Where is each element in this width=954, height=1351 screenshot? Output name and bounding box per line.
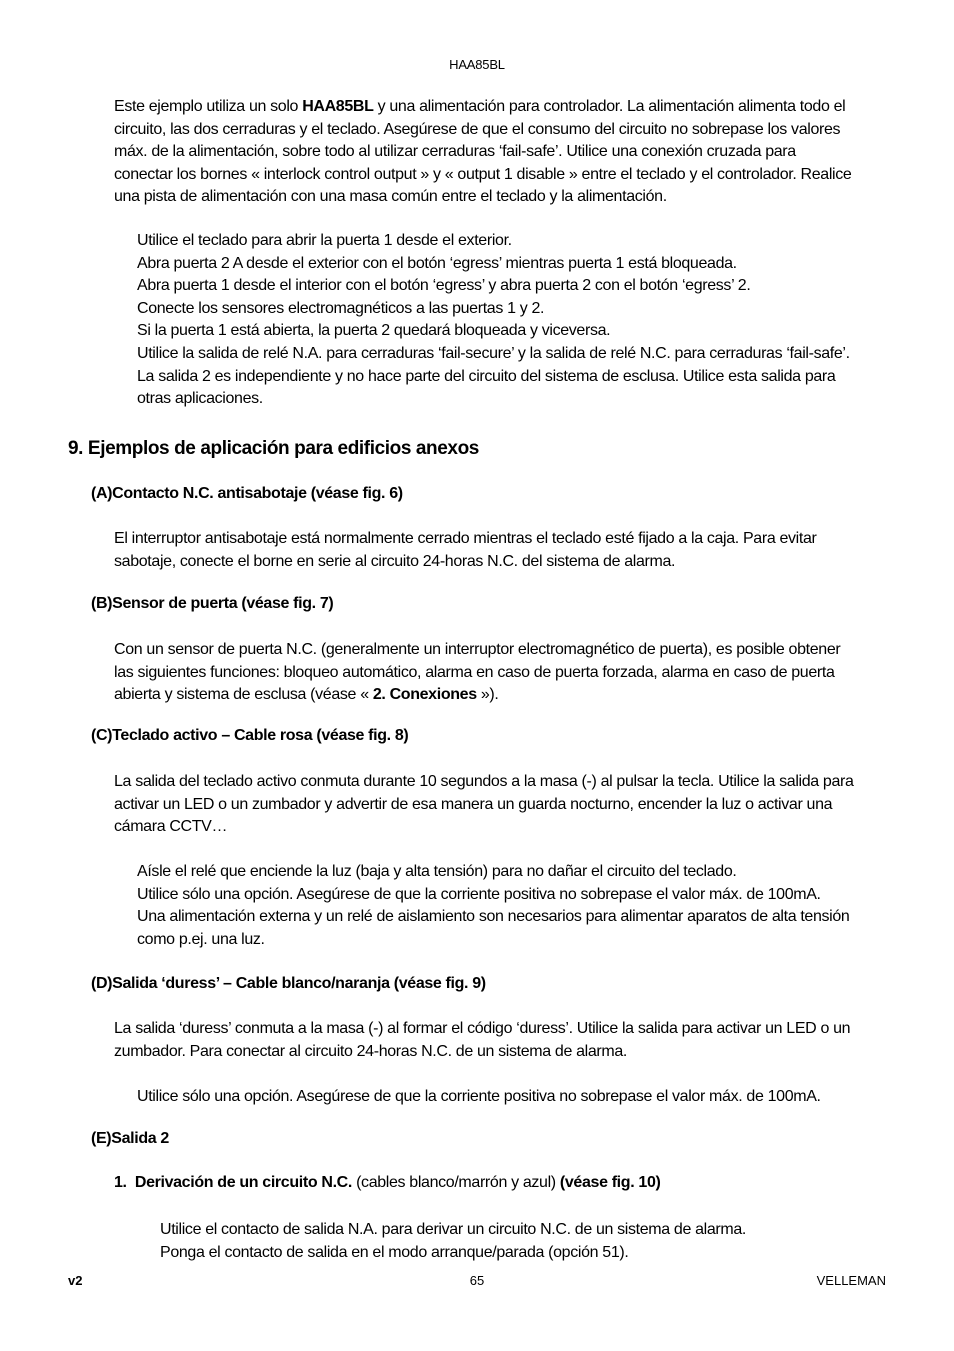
subsection-a-text — [114, 528, 817, 573]
subsection-c-notes — [137, 861, 849, 951]
paragraph-line: El interruptor antisabotaje está normalmente cerrado mientras el teclado esté fijado a la caja. Para evitar — [114, 530, 817, 547]
subsection-e-steps — [160, 1219, 746, 1264]
section-heading: 9. Ejemplos de aplicación para edificios anexos — [68, 438, 479, 459]
note-item: como p.ej. una luz. — [137, 930, 265, 948]
note-item: Una alimentación externa y un relé de aislamiento son necesarios para alimentar aparatos de alta tensión — [137, 908, 850, 926]
step-item: Utilice la salida de relé N.A. para cerraduras ‘fail-secure’ y la salida de relé N.C. para cerraduras ‘fail-safe’. — [137, 344, 850, 362]
paragraph-line: La salida del teclado activo conmuta durante 10 segundos a la masa (-) al pulsar la tecla. Utilice la salida para — [114, 773, 854, 790]
step-item: Utilice el contacto de salida N.A. para derivar un circuito N.C. de un sistema de alarma. — [160, 1221, 747, 1238]
step-item: Abra puerta 1 desde el interior con el botón ‘egress’ y abra puerta 2 con el botón ‘egress’ 2. — [137, 277, 751, 295]
intro-line: máx. de la alimentación, sobre todo al utilizar cerraduras ‘fail-safe’. Utilice una conexión cruzada para — [114, 143, 796, 161]
paragraph-text: »). — [476, 686, 499, 704]
subsection-d-note: Utilice sólo una opción. Asegúrese de que la corriente positiva no sobrepase el valor máx. de 100mA. — [137, 1088, 821, 1105]
paragraph-line: sabotaje, conecte el borne en serie al circuito 24-horas N.C. del sistema de alarma. — [114, 552, 676, 570]
figure-reference: (véase fig. 10) — [559, 1174, 661, 1191]
item-number: 1. — [114, 1174, 127, 1191]
subsection-heading-b: (B)Sensor de puerta (véase fig. 7) — [91, 595, 334, 612]
subsection-heading-a: (A)Contacto N.C. antisabotaje (véase fig. 6) — [91, 485, 403, 502]
footer-version: v2 — [68, 1273, 83, 1288]
footer-page-number: 65 — [469, 1273, 485, 1288]
intro-paragraph — [114, 96, 851, 209]
step-item: otras aplicaciones. — [137, 390, 263, 408]
note-item: Utilice sólo una opción. Asegúrese de que la corriente positiva no sobrepase el valor máx. de 100mA. — [137, 885, 821, 903]
step-item: Conecte los sensores electromagnéticos a las puertas 1 y 2. — [137, 299, 545, 317]
paragraph-line: zumbador. Para conectar al circuito 24-horas N.C. de un sistema de alarma. — [114, 1042, 628, 1060]
running-header: HAA85BL — [449, 57, 505, 72]
subsection-c-text — [114, 771, 854, 839]
paragraph-text: abierta y sistema de esclusa (véase « — [114, 686, 373, 704]
subheading-title: Derivación de un circuito N.C. — [134, 1174, 352, 1191]
step-item: La salida 2 es independiente y no hace parte del circuito del sistema de esclusa. Utilice esta salida para — [137, 367, 836, 385]
footer-brand: VELLEMAN — [816, 1273, 886, 1288]
intro-text: Este ejemplo utiliza un solo — [114, 98, 303, 115]
note-item: Aísle el relé que enciende la luz (baja y alta tensión) para no dañar el circuito del teclado. — [137, 863, 737, 880]
intro-line: una pista de alimentación con una masa común entre el teclado y la alimentación. — [114, 188, 667, 206]
subheading-detail: (cables blanco/marrón y azul) — [351, 1174, 560, 1191]
step-item: Utilice el teclado para abrir la puerta 1 desde el exterior. — [137, 232, 512, 249]
paragraph-line: las siguientes funciones: bloqueo automático, alarma en caso de puerta forzada, alarma en caso de puerta — [114, 663, 835, 681]
intro-steps — [137, 230, 850, 411]
paragraph-line — [114, 684, 840, 707]
paragraph-line: La salida ‘duress’ conmuta a la masa (-) al formar el código ‘duress’. Utilice la salida para activar un LED o un — [114, 1020, 851, 1037]
step-item: Abra puerta 2 A desde el exterior con el botón ‘egress’ mientras puerta 1 está bloqueada. — [137, 254, 737, 272]
subsection-b-text — [114, 639, 840, 707]
intro-line — [114, 96, 851, 119]
paragraph-line: Con un sensor de puerta N.C. (generalmente un interruptor electromagnético de puerta), es posible obtener — [114, 641, 841, 658]
cross-reference: 2. Conexiones — [372, 686, 477, 704]
paragraph-line: activar un LED o un zumbador y advertir de esa manera un guarda nocturno, encender la luz o activar una — [114, 795, 833, 813]
subsection-d-text — [114, 1018, 850, 1063]
numbered-subheading — [114, 1174, 660, 1192]
subsection-heading-e: (E)Salida 2 — [91, 1130, 169, 1147]
paragraph-line: cámara CCTV… — [114, 818, 228, 836]
subsection-heading-d: (D)Salida ‘duress’ – Cable blanco/naranja (véase fig. 9) — [91, 975, 486, 992]
subsection-heading-c: (C)Teclado activo – Cable rosa (véase fig. 8) — [91, 727, 409, 744]
step-item: Ponga el contacto de salida en el modo arranque/parada (opción 51). — [160, 1243, 629, 1261]
product-code: HAA85BL — [302, 98, 374, 115]
intro-line: conectar los bornes « interlock control output » y « output 1 disable » entre el teclado y el controlador. Realice — [114, 165, 852, 183]
step-item: Si la puerta 1 está abierta, la puerta 2 quedará bloqueada y viceversa. — [137, 322, 611, 340]
intro-text: y una alimentación para controlador. La alimentación alimenta todo el — [373, 98, 846, 115]
intro-line: circuito, las dos cerraduras y el teclado. Asegúrese de que el consumo del circuito no sobrepase los valores — [114, 120, 841, 138]
